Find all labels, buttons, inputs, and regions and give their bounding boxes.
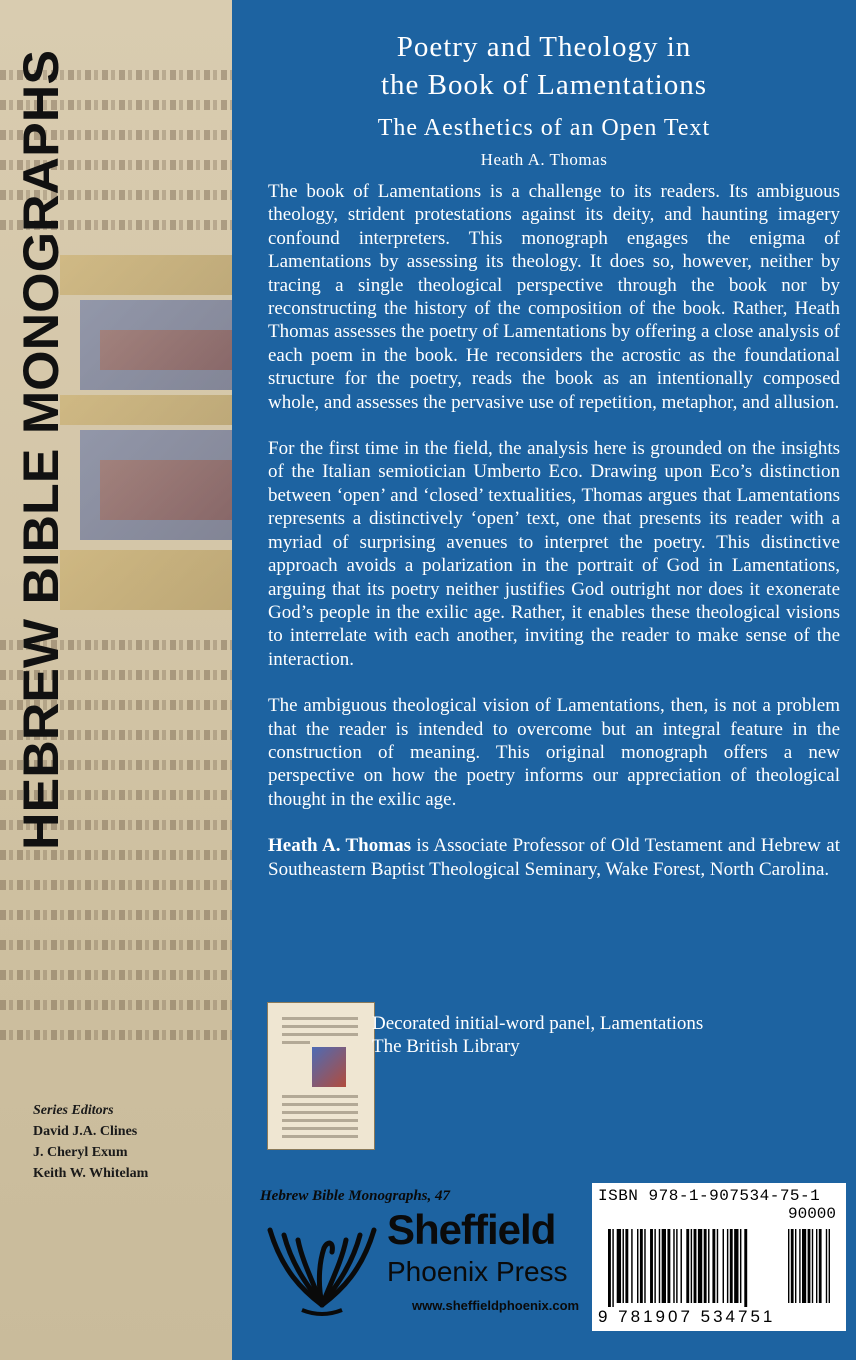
barcode-bar (662, 1229, 666, 1303)
barcode-addon-bar (791, 1229, 794, 1303)
editor-name: David J.A. Clines (33, 1124, 138, 1139)
manuscript-text-line (0, 1030, 232, 1040)
blurb-paragraph: The book of Lamentations is a challenge to its readers. Its ambiguous theology, strident protestations against its deity, and haunting imagery confound interpreters. This monograph engages the enigma of Lamentations by assessing its theology. It does so, however, neither by tracing a single theological perspective through the book nor by reconstructing the history of the composition of the book. Rather, Heath Thomas assesses the poetry of Lamentations by offering a close analysis of each poem in the book. He reconsiders the acrostic as the foundational structure for the poetry, reads the book as an intentionally composed whole, and assesses the pervasive use of repetition, metaphor, and allusion. (268, 181, 840, 413)
barcode-bar (608, 1229, 611, 1307)
barcode-bar (723, 1229, 724, 1303)
barcode-bar (681, 1229, 682, 1303)
barcode-bar (644, 1229, 645, 1303)
book-title (232, 28, 856, 104)
image-credit-line: The British Library (372, 1036, 520, 1057)
barcode-addon-bar (799, 1229, 800, 1303)
barcode-bar (691, 1229, 692, 1303)
blurb (268, 180, 840, 904)
barcode-bar (637, 1229, 638, 1303)
phoenix-logo-icon (262, 1210, 382, 1320)
manuscript-text-line (0, 880, 232, 890)
back-cover-panel (232, 0, 856, 1360)
book-subtitle: The Aesthetics of an Open Text (377, 115, 711, 141)
barcode-bar (744, 1229, 747, 1307)
spine-title-text: HEBREW BIBLE MONOGRAPHS (13, 80, 69, 850)
barcode-bar (704, 1229, 707, 1303)
barcode-bar (650, 1229, 653, 1303)
blurb-paragraph: For the first time in the field, the analysis here is grounded on the insights of the Italian semiotician Umberto Eco. Drawing upon Eco’s distinction between ‘open’ and ‘closed’ textualities, Thomas argues that Lamentations represents a distinctively ‘open’ text, one that presents its reader with a myriad of surprising avenues to interpret the poetry. This distinctive approach avoids a polarization in the portrait of God in Lamentations, arguing that its poetry neither justifies God outright nor does it exonerate God’s people in the exilic age. Rather, it enables these theological visions to interrelate with each another, inviting the reader to make sense of the interaction. (268, 438, 840, 670)
manuscript-illumination (100, 460, 232, 520)
manuscript-text-line (0, 940, 232, 950)
barcode-digits: 9 781907 534751 (598, 1307, 776, 1326)
editor-name: J. Cheryl Exum (33, 1145, 128, 1160)
manuscript-illumination (60, 395, 232, 425)
series-editors-label: Series Editors (33, 1103, 114, 1118)
barcode-bar (694, 1229, 697, 1303)
barcode-addon-bar (812, 1229, 813, 1303)
barcode-bar (612, 1229, 613, 1307)
thumbnail-illumination (312, 1047, 346, 1087)
manuscript-illumination (60, 255, 232, 295)
barcode-addon-bar (826, 1229, 827, 1303)
isbn-text: ISBN 978-1-907534-75-1 (598, 1187, 821, 1205)
author-bio-text: is Associate Professor of Old Testament and Hebrew at Southeastern Baptist Theological Seminary, Wake Forest, North Carolina. (268, 835, 840, 880)
barcode-bar (740, 1229, 741, 1303)
barcode-bar (673, 1229, 674, 1303)
barcode-bar (686, 1229, 689, 1303)
manuscript-thumbnail (267, 1002, 375, 1150)
barcode-bar (625, 1229, 628, 1303)
spine-series-title (8, 40, 74, 860)
barcode-addon-bar (816, 1229, 817, 1303)
manuscript-background (0, 0, 232, 1360)
barcode-bar (698, 1229, 702, 1303)
author-bio (268, 834, 840, 881)
book-title-line: the Book of Lamentations (380, 69, 708, 101)
barcode-addon-bar (829, 1229, 830, 1303)
barcode-addon-bar (802, 1229, 806, 1303)
barcode-bar (623, 1229, 624, 1303)
publisher-press: Phoenix Press (387, 1256, 568, 1287)
barcode-bar (631, 1229, 632, 1303)
author-bio-name: Heath A. Thomas (268, 835, 411, 857)
barcode-bar (727, 1229, 728, 1303)
barcode-bar (654, 1229, 655, 1303)
barcode-addon-bar (788, 1229, 789, 1303)
barcode-bar (734, 1229, 738, 1303)
barcode-bars (596, 1207, 842, 1307)
manuscript-text-line (0, 970, 232, 980)
barcode-bar (659, 1229, 660, 1303)
image-credit (372, 1012, 832, 1058)
barcode-bar (712, 1229, 715, 1303)
publisher-name: Sheffield (387, 1206, 556, 1253)
book-title-line: Poetry and Theology in (396, 31, 692, 63)
manuscript-text-line (0, 1000, 232, 1010)
isbn-barcode (592, 1183, 846, 1331)
book-author: Heath A. Thomas (480, 150, 608, 169)
barcode-addon-bar (795, 1229, 796, 1303)
manuscript-illumination (60, 550, 232, 610)
barcode-bar (717, 1229, 718, 1303)
barcode-addon-bar (819, 1229, 822, 1303)
barcode-bar (667, 1229, 670, 1303)
barcode-bar (730, 1229, 733, 1303)
barcode-bar (676, 1229, 677, 1303)
barcode-bar (708, 1229, 709, 1303)
manuscript-illumination (100, 330, 232, 370)
series-editors (33, 1100, 223, 1184)
image-credit-line: Decorated initial-word panel, Lamentations (372, 1013, 704, 1034)
manuscript-text-line (0, 910, 232, 920)
publisher-url: www.sheffieldphoenix.com (412, 1298, 580, 1313)
series-number: Hebrew Bible Monographs, 47 (260, 1188, 451, 1204)
price-code: 90000 (788, 1205, 837, 1223)
barcode-addon-bar (808, 1229, 811, 1303)
barcode-bar (640, 1229, 643, 1303)
editor-name: Keith W. Whitelam (33, 1166, 149, 1181)
barcode-bar (617, 1229, 621, 1303)
blurb-paragraph: The ambiguous theological vision of Lamentations, then, is not a problem that the reader is intended to overcome but an integral feature in the construction of meaning. This original monograph offers a new perspective on how the poetry informs our appreciation of theological thought in the exilic age. (268, 695, 840, 810)
